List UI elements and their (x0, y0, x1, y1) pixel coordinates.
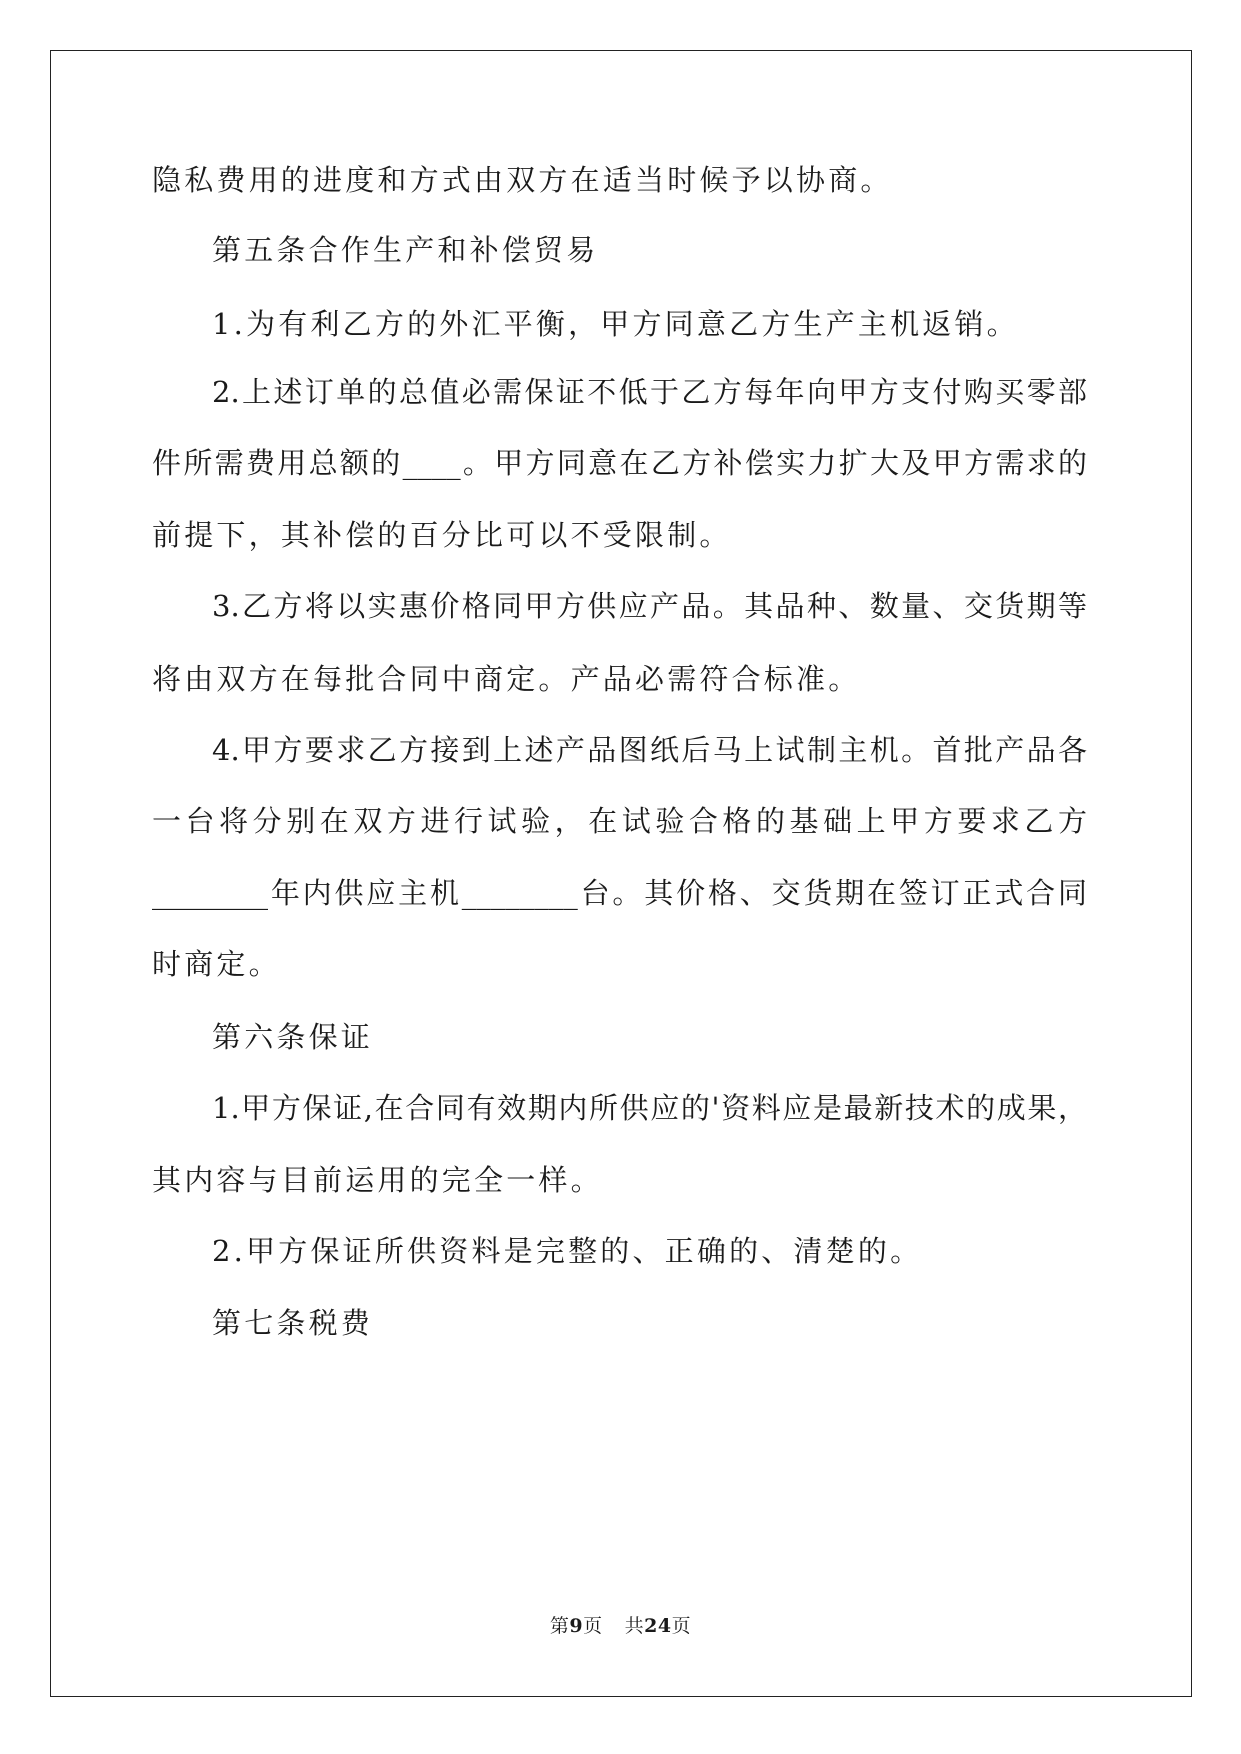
paragraph-line: 2.上述订单的总值必需保证不低于乙方每年向甲方支付购买零部 (212, 375, 1087, 409)
paragraph-line: 4.甲方要求乙方接到上述产品图纸后马上试制主机。首批产品各 (212, 733, 1087, 767)
paragraph-line: 3.乙方将以实惠价格同甲方供应产品。其品种、数量、交货期等 (212, 589, 1087, 623)
footer-page-number: 9 (569, 1615, 584, 1637)
footer-total-pages: 24 (644, 1615, 672, 1637)
footer-total-prefix: 共 (624, 1615, 645, 1637)
section-heading: 第五条合作生产和补偿贸易 (212, 233, 599, 267)
footer-prefix: 第 (549, 1615, 570, 1637)
paragraph-line: 1.为有利乙方的外汇平衡，甲方同意乙方生产主机返销。 (212, 307, 1019, 341)
footer-total-suffix: 页 (671, 1615, 692, 1637)
paragraph-line: 件所需费用总额的____。甲方同意在乙方补偿实力扩大及甲方需求的 (152, 446, 1087, 480)
section-heading: 第六条保证 (212, 1020, 374, 1054)
paragraph-line: 一台将分别在双方进行试验，在试验合格的基础上甲方要求乙方 (152, 804, 1087, 838)
paragraph-line: 2.甲方保证所供资料是完整的、正确的、清楚的。 (212, 1234, 923, 1268)
page-footer (0, 1611, 1241, 1638)
footer-page-suffix: 页 (583, 1615, 603, 1637)
paragraph-line: 隐私费用的进度和方式由双方在适当时候予以协商。 (152, 163, 893, 197)
section-heading: 第七条税费 (212, 1306, 374, 1340)
paragraph-line: 将由双方在每批合同中商定。产品必需符合标准。 (152, 662, 861, 696)
paragraph-line: 前提下，其补偿的百分比可以不受限制。 (152, 518, 732, 552)
paragraph-line: ________年内供应主机________台。其价格、交货期在签订正式合同 (152, 876, 1087, 910)
paragraph-line: 其内容与目前运用的完全一样。 (152, 1163, 603, 1197)
paragraph-line: 1.甲方保证,在合同有效期内所供应的'资料应是最新技术的成果， (212, 1091, 1087, 1125)
paragraph-line: 时商定。 (152, 947, 281, 981)
